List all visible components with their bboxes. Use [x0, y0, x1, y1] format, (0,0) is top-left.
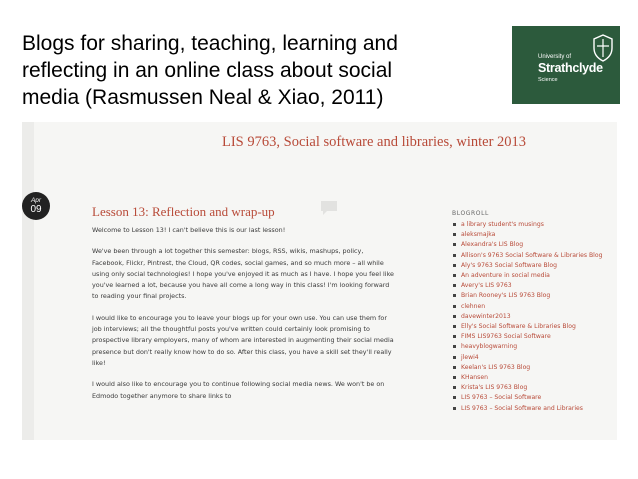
- post-paragraph: We've been through a lot together this semester: blogs, RSS, wikis, mashups, policy, Facebook, Flickr, Pintrest, the Cloud, QR codes, social games, and so much more – all while using only social technologies! I hope you've enjoyed it as much as I have. I hope you feel like you've learned a lot, because you have all come a long way in this class! I'm looking forward to reading your final projects.: [92, 247, 394, 301]
- blogroll-item[interactable]: LIS 9763 – Social Software: [452, 393, 617, 403]
- blogroll-item[interactable]: jlewi4: [452, 353, 617, 363]
- post-paragraph: Welcome to Lesson 13! I can't believe this is our last lesson!: [92, 226, 286, 234]
- blog-screenshot: [22, 122, 617, 440]
- slide-title: [22, 30, 492, 111]
- left-strip: [22, 122, 34, 440]
- post-paragraph: I would like to encourage you to leave your blogs up for your own use. You can use them for job interviews; all the thoughtful posts you've written could certainly look promising to prospective library employers, many of whom are interested in augmenting their social media presence but don't really know how to do so. After this class, you have a skill set they'll really like!: [92, 313, 394, 367]
- blogroll-item[interactable]: An adventure in social media: [452, 271, 617, 281]
- post-date-badge: [22, 192, 50, 220]
- blogroll-item[interactable]: KHansen: [452, 373, 617, 383]
- blogroll-item[interactable]: Keelan's LIS 9763 Blog: [452, 363, 617, 373]
- blogroll-item[interactable]: Brian Rooney's LIS 9763 Blog: [452, 291, 617, 301]
- blogroll-item[interactable]: aleksmajka: [452, 230, 617, 240]
- blogroll-list: [452, 220, 617, 414]
- post-body: [92, 225, 397, 412]
- post-date-month: Apr: [30, 197, 42, 204]
- blogroll-item[interactable]: Aly's 9763 Social Software Blog: [452, 261, 617, 271]
- blogroll-item[interactable]: Allison's 9763 Social Software & Libraries Blog: [452, 251, 617, 261]
- logo-line-2: Strathclyde: [538, 61, 603, 75]
- post-title[interactable]: Lesson 13: Reflection and wrap-up: [92, 204, 275, 219]
- blogroll-item[interactable]: clehnen: [452, 302, 617, 312]
- blogroll-item[interactable]: Krista's LIS 9763 Blog: [452, 383, 617, 393]
- post-date-day: 09: [30, 204, 42, 215]
- slide-title-line: Blogs for sharing, teaching, learning and: [22, 32, 398, 55]
- post-paragraph: I would also like to encourage you to continue following social media news. We won't be on Edmodo together anymore to share links to: [92, 380, 385, 400]
- blogroll-item[interactable]: FIMS LIS9763 Social Software: [452, 332, 617, 342]
- logo-line-1: University of: [538, 54, 572, 60]
- slide-title-line: reflecting in an online class about social: [22, 59, 393, 82]
- blogroll-item[interactable]: a library student's musings: [452, 220, 617, 230]
- blogroll-item[interactable]: LIS 9763 – Social Software and Libraries: [452, 404, 617, 414]
- blogroll-heading: BLOGROLL: [452, 210, 489, 217]
- speech-bubble-icon[interactable]: [320, 200, 338, 216]
- blogroll-item[interactable]: heavyblogwarning: [452, 342, 617, 352]
- blog-title[interactable]: LIS 9763, Social software and libraries, winter 2013: [222, 134, 527, 150]
- blogroll-item[interactable]: Elly's Social Software & Libraries Blog: [452, 322, 617, 332]
- logo-line-3: Science: [538, 77, 558, 83]
- blogroll-item[interactable]: Avery's LIS 9763: [452, 281, 617, 291]
- crest-icon: [592, 34, 614, 62]
- blogroll: [452, 210, 617, 414]
- university-logo: [512, 26, 620, 104]
- blogroll-item[interactable]: Alexandra's LIS Blog: [452, 240, 617, 250]
- blogroll-item[interactable]: davewinter2013: [452, 312, 617, 322]
- slide-title-line: media (Rasmussen Neal & Xiao, 2011): [22, 86, 384, 109]
